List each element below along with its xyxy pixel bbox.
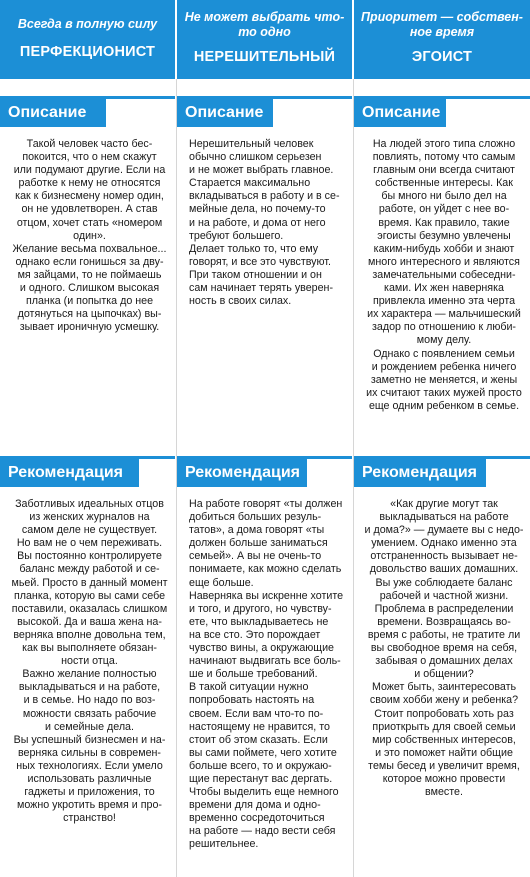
column-header [354, 0, 530, 79]
column-title: ЭГОИСТ [411, 49, 473, 65]
recommendation-heading: Рекомендация [0, 459, 139, 487]
description-heading: Описание [354, 99, 446, 127]
description-text: На людей этого типа сложно повлиять, потому что самым главным они всегда считают собственные интересы. Как бы много ни было дел на работе, он уйдет с нее во- время. Как правило, такие эгоисты безумно увлечены каким-нибудь хобби и знают много интересного и являются замечательными собеседни- ками. Их жен наверняка привлекла именно эта черта их характера — мальчишеский задор по отношению к люби- мому делу. Однако с появлением семьи и рождением ребенка ничего заметно не меняется, и жены их считают таких мужей просто еще одним ребенком в семье. [366, 138, 522, 412]
column-perfectionist [0, 0, 175, 877]
column-divider [176, 79, 177, 877]
column-header [177, 0, 352, 79]
column-header [0, 0, 175, 79]
column-indecisive [177, 0, 352, 877]
column-title: ПЕРФЕКЦИОНИСТ [19, 44, 156, 60]
description-text: Такой человек часто бес- покоится, что о нем скажут или подумают другие. Если на работке к нему не относятся как к бизнесмену номер один, он не удовлетворен. А став отцом, хочет стать «номером один». Желание весьма похвальное... однако если гонишься за дву- мя зайцами, то не поймаешь и одного. Слишком высокая планка (и попытка до нее дотянуться на цыпочках) вы- зывает ироничную усмешку. [12, 138, 167, 334]
column-subtitle: Не может выбрать что-то одно [184, 10, 345, 39]
description-heading: Описание [177, 99, 273, 127]
column-divider [353, 79, 354, 877]
description-heading: Описание [0, 99, 106, 127]
recommendation-text: На работе говорят «ты должен добиться больших резуль- татов», а дома говорят «ты должен больше заниматься семьей». А вы не очень-то понимаете, как можно сделать еще больше. Наверняка вы искренне хотите и того, и другого, но чувству- ете, что выкладываетесь не на все сто. Это порождает чувство вины, а окружающие начинают выдвигать все боль- ше и больше требований. В такой ситуации нужно попробовать настоять на своем. Если вам что-то по- настоящему не нравится, то стоит об этом сказать. Если вы сами поймете, чего хотите больше всего, то и окружаю- щие перестанут вас дергать. Чтобы выделить еще немного времени для дома и одно- временно сосредоточиться на работе — надо вести себя решительнее. [189, 498, 344, 851]
recommendation-heading: Рекомендация [177, 459, 307, 487]
column-title: НЕРЕШИТЕЛЬНЫЙ [193, 49, 336, 65]
recommendation-text: Заботливых идеальных отцов из женских журналов на самом деле не существует. Но вам не о чем переживать. Вы постоянно контролируете баланс между работой и се- мьей. Просто в данный момент планка, которую вы сами себе поставили, оказалась слишком высокой. Да и ваша жена на- верняка вполне довольна тем, как вы выполняете обязан- ности отца. Важно желание полностью выкладываться и на работе, и в семье. Но надо по воз- можности связать рабочие и семейные дела. Вы успешный бизнесмен и на- верняка сильны в современ- ных технологиях. Если умело использовать различные гаджеты и приложения, то можно укротить время и про- странство! [11, 498, 168, 825]
column-subtitle: Всегда в полную силу [17, 17, 158, 31]
column-subtitle: Приоритет — собствен- ное время [361, 10, 523, 39]
description-text: Нерешительный человек обычно слишком серьезен и не может выбрать главное. Старается максимально вкладываться в работу и в се- мейные дела, но почему-то и на работе, и дома от него требуют большего. Делает только то, что ему говорят, и все это чувствуют. При таком отношении и он сам начинает терять уверен- ность в своих силах. [189, 138, 340, 308]
column-egoist [354, 0, 530, 877]
recommendation-text: «Как другие могут так выкладываться на работе и дома?» — думаете вы с недо- умением. Однако именно эта отстраненность вызывает не- довольство ваших домашних. Вы уже соблюдаете баланс рабочей и частной жизни. Проблема в распределении времени. Возвращаясь во- время с работы, не тратите ли вы свободное время на себя, забывая о домашних делах и общении? Может быть, заинтересовать своим хобби жену и ребенка? Стоит попробовать хоть раз приоткрыть для своей семьи мир собственных интересов, и это поможет найти общие темы бесед и увеличит время, которое можно провести вместе. [364, 498, 524, 799]
recommendation-heading: Рекомендация [354, 459, 486, 487]
